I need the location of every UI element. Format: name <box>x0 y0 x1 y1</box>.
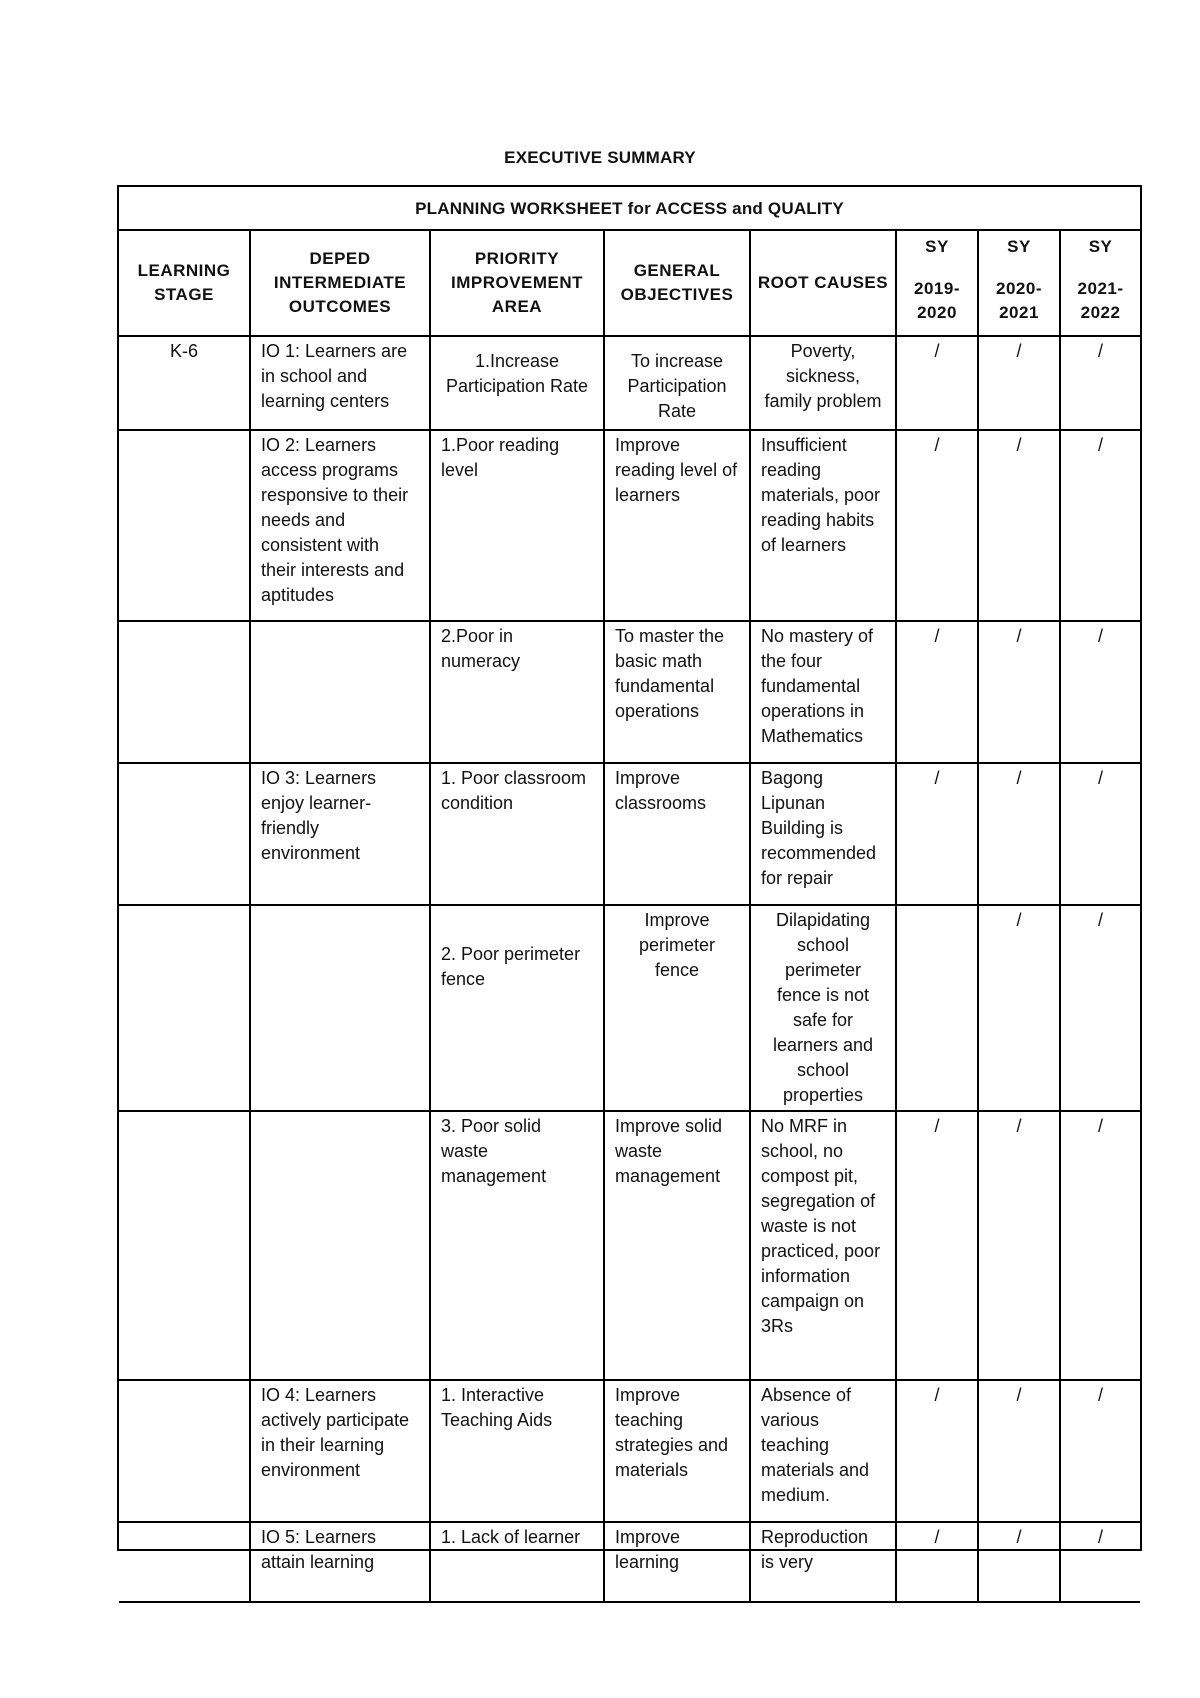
table-row <box>119 1522 1140 1602</box>
cell-outcome <box>250 905 430 1111</box>
cell-sy2: / <box>978 430 1060 621</box>
cell-sy1: / <box>896 763 978 905</box>
document-title: EXECUTIVE SUMMARY <box>504 148 696 167</box>
cell-priority: 1.Poor reading level <box>430 430 604 621</box>
sy-label: SY <box>1007 237 1031 256</box>
cell-root-cause: No MRF in school, no compost pit, segregation of waste is not practiced, poor information campaign on 3Rs <box>750 1111 896 1380</box>
cell-root-cause: Poverty, sickness, family problem <box>750 336 896 430</box>
header-row <box>119 230 1140 336</box>
cell-sy2: / <box>978 1522 1060 1602</box>
cell-sy3: / <box>1060 905 1140 1111</box>
cell-root-cause: Absence of various teaching materials and medium. <box>750 1380 896 1522</box>
cell-sy1 <box>896 905 978 1111</box>
header-root-causes: ROOT CAUSES <box>750 230 896 336</box>
cell-sy2: / <box>978 763 1060 905</box>
cell-stage <box>119 621 250 763</box>
cell-sy3: / <box>1060 1522 1140 1602</box>
cell-outcome: IO 3: Learners enjoy learner-friendly environment <box>250 763 430 905</box>
cell-sy1: / <box>896 1111 978 1380</box>
table-row <box>119 336 1140 430</box>
table-row <box>119 905 1140 1111</box>
sy-label: SY <box>925 237 949 256</box>
cell-stage <box>119 1522 250 1602</box>
cell-sy1: / <box>896 1522 978 1602</box>
cell-sy1: / <box>896 1380 978 1522</box>
cell-outcome: IO 5: Learners attain learning <box>250 1522 430 1602</box>
cell-sy1: / <box>896 336 978 430</box>
cell-stage <box>119 905 250 1111</box>
cell-stage <box>119 1380 250 1522</box>
cell-root-cause: Insufficient reading materials, poor reading habits of learners <box>750 430 896 621</box>
cell-priority: 1. Lack of learner <box>430 1522 604 1602</box>
cell-sy3: / <box>1060 1380 1140 1522</box>
cell-priority: 1.Increase Participation Rate <box>430 336 604 430</box>
cell-sy3: / <box>1060 621 1140 763</box>
cell-sy2: / <box>978 621 1060 763</box>
header-sy-2020 <box>978 230 1060 336</box>
header-priority: PRIORITY IMPROVEMENT AREA <box>430 230 604 336</box>
cell-outcome: IO 4: Learners actively participate in their learning environment <box>250 1380 430 1522</box>
cell-priority: 3. Poor solid waste management <box>430 1111 604 1380</box>
table-row <box>119 621 1140 763</box>
cell-outcome <box>250 621 430 763</box>
cell-stage <box>119 1111 250 1380</box>
cell-stage <box>119 763 250 905</box>
cell-sy1: / <box>896 621 978 763</box>
cell-objective: To increase Participation Rate <box>604 336 750 430</box>
cell-objective: Improve teaching strategies and materials <box>604 1380 750 1522</box>
cell-sy1: / <box>896 430 978 621</box>
header-sy-2019 <box>896 230 978 336</box>
cell-root-cause: Reproduction is very <box>750 1522 896 1602</box>
header-learning-stage: LEARNING STAGE <box>119 230 250 336</box>
header-outcomes: DEPED INTERMEDIATE OUTCOMES <box>250 230 430 336</box>
table-row <box>119 1111 1140 1380</box>
sy-years: 2019-2020 <box>914 279 960 322</box>
sy-years: 2020-2021 <box>996 279 1042 322</box>
cell-sy3: / <box>1060 430 1140 621</box>
worksheet-table <box>119 187 1140 1603</box>
cell-outcome: IO 1: Learners are in school and learning centers <box>250 336 430 430</box>
cell-objective: To master the basic math fundamental operations <box>604 621 750 763</box>
cell-root-cause: No mastery of the four fundamental operations in Mathematics <box>750 621 896 763</box>
cell-objective: Improve perimeter fence <box>604 905 750 1111</box>
cell-objective: Improve reading level of learners <box>604 430 750 621</box>
cell-stage <box>119 430 250 621</box>
sy-label: SY <box>1088 237 1113 256</box>
cell-priority: 1. Poor classroom condition <box>430 763 604 905</box>
planning-worksheet <box>117 185 1142 1572</box>
cell-outcome: IO 2: Learners access programs responsive to their needs and consistent with their interests and aptitudes <box>250 430 430 621</box>
cell-stage: K-6 <box>119 336 250 430</box>
cell-sy2: / <box>978 1111 1060 1380</box>
table-row <box>119 1380 1140 1522</box>
worksheet-banner: PLANNING WORKSHEET for ACCESS and QUALITY <box>119 187 1140 230</box>
cell-sy3: / <box>1060 763 1140 905</box>
cell-objective: Improve learning <box>604 1522 750 1602</box>
cell-root-cause: Dilapidating school perimeter fence is not safe for learners and school properties <box>750 905 896 1111</box>
cell-sy3: / <box>1060 336 1140 430</box>
cell-sy2: / <box>978 905 1060 1111</box>
cell-priority: 1. Interactive Teaching Aids <box>430 1380 604 1522</box>
table-row <box>119 763 1140 905</box>
cell-priority: 2. Poor perimeter fence <box>430 905 604 1111</box>
cell-sy3: / <box>1060 1111 1140 1380</box>
table-row <box>119 430 1140 621</box>
header-objectives: GENERAL OBJECTIVES <box>604 230 750 336</box>
cell-root-cause: Bagong Lipunan Building is recommended for repair <box>750 763 896 905</box>
sy-years: 2021-2022 <box>1077 279 1124 322</box>
cell-sy2: / <box>978 336 1060 430</box>
cell-outcome <box>250 1111 430 1380</box>
header-sy-2021 <box>1060 230 1140 336</box>
cell-sy2: / <box>978 1380 1060 1522</box>
cell-objective: Improve solid waste management <box>604 1111 750 1380</box>
cell-priority: 2.Poor in numeracy <box>430 621 604 763</box>
cell-objective: Improve classrooms <box>604 763 750 905</box>
